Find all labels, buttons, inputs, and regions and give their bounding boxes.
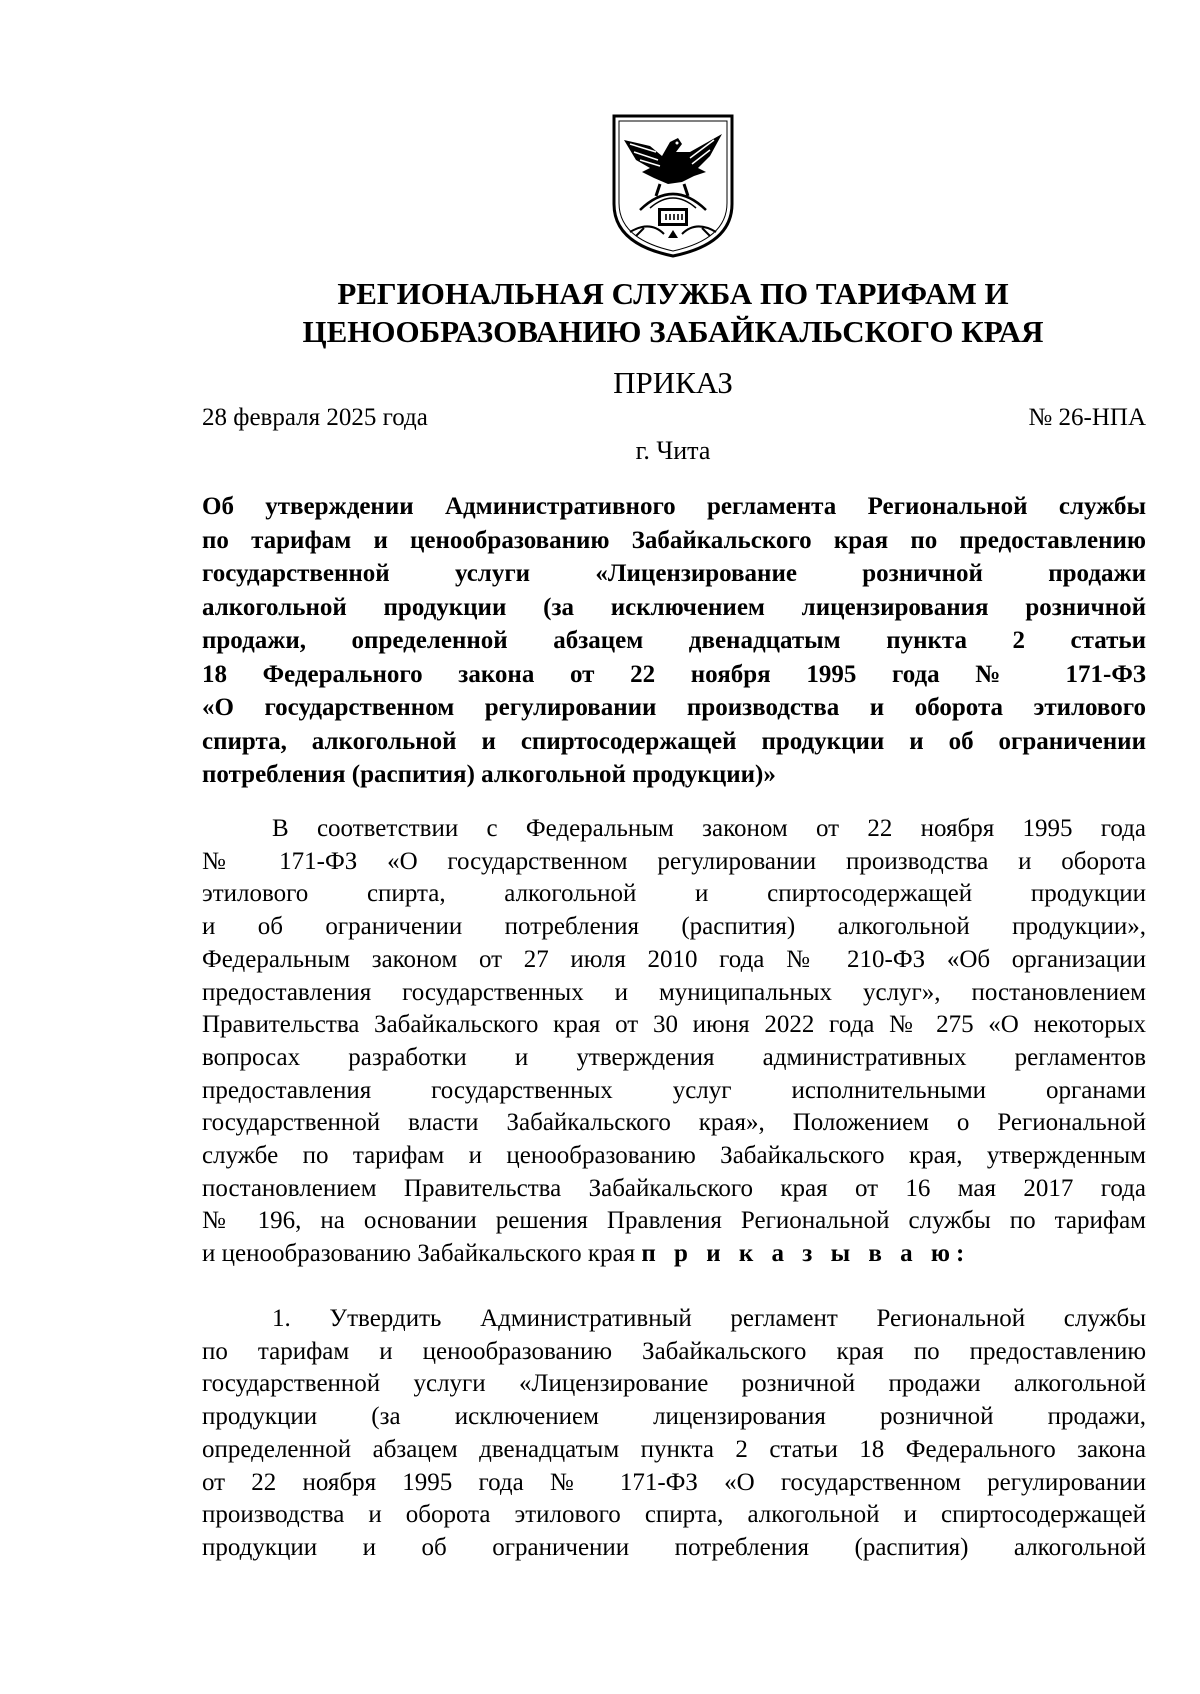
paragraph-line: государственной услуги «Лицензирование розничной продажи алкогольной [202, 1370, 1146, 1398]
paragraph-line: Федеральным законом от 27 июля 2010 года № 210-ФЗ «Об организации [202, 945, 1146, 973]
paragraph-line: государственной власти Забайкальского края», Положением о Региональной [202, 1109, 1146, 1137]
paragraph-line: этилового спирта, алкогольной и спиртосодержащей продукции [202, 880, 1146, 908]
document-date: 28 февраля 2025 года [202, 404, 428, 431]
document-city: г. Чита [635, 436, 711, 465]
paragraph-line: 1. Утвердить Административный регламент Региональной службы [272, 1305, 1146, 1332]
paragraph-line: № 196, на основании решения Правления Региональной службы по тарифам [202, 1207, 1146, 1235]
paragraph-line [202, 1238, 1146, 1271]
paragraph-line: предоставления государственных и муниципальных услуг», постановлением [202, 978, 1146, 1006]
paragraph-line: продукции и об ограничении потребления (распития) алкогольной [202, 1533, 1146, 1561]
paragraph-line: службе по тарифам и ценообразованию Забайкальского края, утвержденным [202, 1142, 1146, 1170]
preamble-paragraph [202, 813, 1146, 1271]
paragraph-line: производства и оборота этилового спирта, алкогольной и спиртосодержащей [202, 1501, 1146, 1529]
title-line: потребления (распития) алкогольной продукции)» [202, 761, 776, 788]
title-line: спирта, алкогольной и спиртосодержащей продукции и об ограничении [202, 727, 1146, 755]
title-line: продажи, определенной абзацем двенадцатым пункта 2 статьи [202, 627, 1146, 654]
paragraph-line: по тарифам и ценообразованию Забайкальского края по предоставлению [202, 1337, 1146, 1365]
paragraph-line: определенной абзацем двенадцатым пункта 2 статьи 18 Федерального закона [202, 1435, 1146, 1463]
paragraph-line: и об ограничении потребления (распития) алкогольной продукции», [202, 913, 1146, 941]
paragraph-line: № 171-ФЗ «О государственном регулировании производства и оборота [202, 847, 1146, 875]
title-line: «О государственном регулировании производства и оборота этилового [202, 694, 1146, 721]
document-title [202, 490, 1146, 792]
title-line: 18 Федерального закона от 22 ноября 1995 года № 171-ФЗ [202, 660, 1146, 688]
order-word: п р и к а з ы в а ю: [641, 1240, 971, 1268]
paragraph-line: предоставления государственных услуг исполнительными органами [202, 1076, 1146, 1104]
document-type: ПРИКАЗ [613, 365, 733, 400]
item-1-paragraph [202, 1303, 1146, 1565]
coat-of-arms-icon [610, 112, 736, 260]
title-line: алкогольной продукции (за исключением лицензирования розничной [202, 593, 1146, 621]
paragraph-line-text: и ценообразованию Забайкальского края [202, 1240, 642, 1268]
paragraph-line: В соответствии с Федеральным законом от 22 ноября 1995 года [272, 815, 1146, 842]
title-line: государственной услуги «Лицензирование розничной продажи [202, 560, 1146, 587]
paragraph-line: от 22 ноября 1995 года № 171-ФЗ «О государственном регулировании [202, 1468, 1146, 1496]
paragraph-line: постановлением Правительства Забайкальского края от 16 мая 2017 года [202, 1174, 1146, 1202]
organization-name-line-2: ЦЕНООБРАЗОВАНИЮ ЗАБАЙКАЛЬСКОГО КРАЯ [302, 314, 1044, 349]
paragraph-line: Правительства Забайкальского края от 30 июня 2022 года № 275 «О некоторых [202, 1011, 1146, 1039]
paragraph-line: продукции (за исключением лицензирования розничной продажи, [202, 1403, 1146, 1431]
document-number: № 26-НПА [1028, 404, 1146, 431]
organization-name-line-1: РЕГИОНАЛЬНАЯ СЛУЖБА ПО ТАРИФАМ И [337, 276, 1009, 311]
title-line: по тарифам и ценообразованию Забайкальского края по предоставлению [202, 526, 1146, 554]
paragraph-line: вопросах разработки и утверждения административных регламентов [202, 1043, 1146, 1071]
title-line: Об утверждении Административного регламента Региональной службы [202, 493, 1146, 520]
